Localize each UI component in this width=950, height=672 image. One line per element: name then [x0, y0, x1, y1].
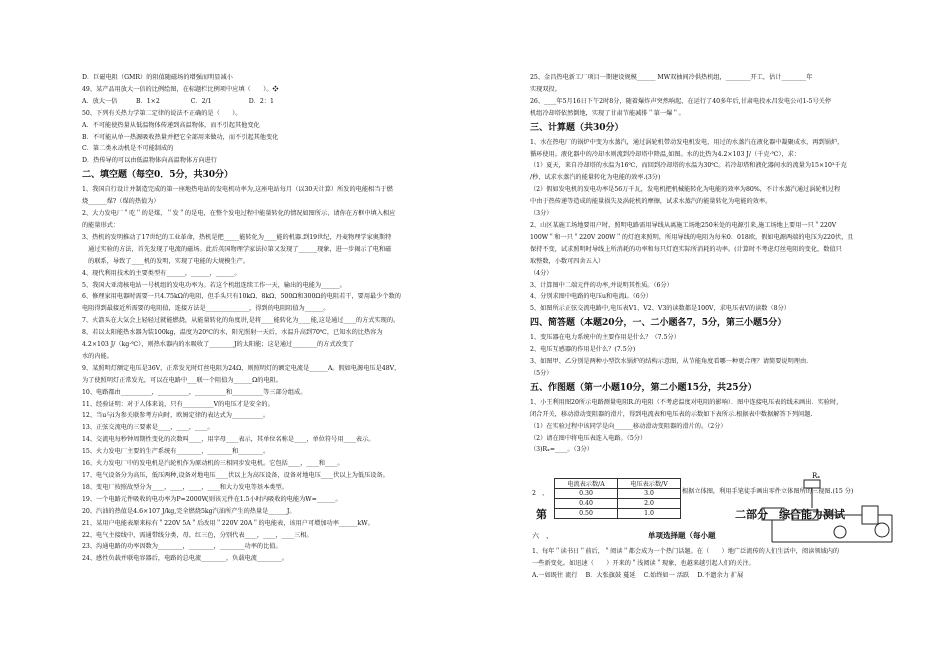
text-line: 11、经验证明：对于人体来说，只有__________V的电压才是安全的。 — [82, 400, 274, 408]
section-short-answer-title: 四、简答题（本题20分，一、二小题各7，5分，第三小题5分） — [530, 318, 787, 329]
text-line: B．不可能从单一热源吸收热量并把它全部用来做功，而不引起其他变化 — [82, 133, 279, 141]
text-line: 26、____年5月16日下午2时8分，随着爆炸声突然响起，在运行了40多年后,甘肃电投永昌发电公司1-5号关停 — [530, 97, 832, 105]
table-row — [555, 489, 681, 499]
text-line: 3、如图甲、乙分别是两种小型饮水锅炉的结构示意图，从节能角度看哪一种更合理？请简要说明理由. — [530, 358, 809, 366]
text-line: （5分） — [530, 369, 553, 377]
text-line: 13、正弦交流电的三要素是____，____，____。 — [82, 424, 214, 432]
left-column — [82, 72, 468, 565]
text-line: （3)Rₓ=____。（3分） — [530, 446, 593, 454]
text-line: 10、电路都由__________，__________，__________和__________等三部分组成。 — [82, 388, 307, 396]
resistor-box — [862, 506, 878, 524]
table-header: 电压表示数/V — [618, 479, 681, 489]
choice-questions — [532, 546, 910, 582]
text-line: 24、感性负载并联电容器后，电路的总电流________，负载电流________。 — [82, 555, 288, 563]
text-line: 25、金昌热电新工厂项目一期建设规模______ MW双抽间冷供热机组，________开工，估计________年 — [530, 74, 813, 81]
text-line: 的能量形式： — [82, 221, 120, 229]
text-line: 机组冷却塔依然倒地，实现了甘肃节能减排＂第一爆＂。 — [530, 109, 685, 117]
multiple-choice-tail — [82, 72, 468, 167]
text-line: 22、电气主接线中，需通带线分类，母，红三色，分别代表____，____，____三相。 — [82, 531, 313, 539]
text-line: 16、火力发电厂中的发电机是汽轮机作为原动机的三相同步发电机。它包括____，____和____。 — [82, 460, 344, 468]
text-line: 为了使照明灯正常发光，可以在电路中___联一个阻值为______Ω的电阻。 — [82, 376, 283, 384]
text-line: 1、我国自行设计并制造完成的第一座地热电站的发电机功率为,这座电站每月（以30天计算）所发的电能相当于燃 — [82, 186, 393, 194]
text-line: 19、一个电路元件吸收的电功率为P=2000W,则该元件在1.5小时内吸收的电能为W=______。 — [82, 495, 342, 503]
table-row — [555, 499, 681, 509]
text-line: 中由于热传递等造成的能量损失及涡轮机的摩擦，试求水蒸汽的能量转化为电能的效率。 — [530, 198, 772, 206]
text-line: （2）请在图中将电压表连入电路。（5分） — [530, 434, 647, 442]
text-line: 18、变电厂按照故型分为____，____，____，____和大力发电等基本类型。 — [82, 483, 288, 491]
text-line: 1、小王利用图20所示电路测量电阻R.的电阻（不考虑温度对电阻的影响）．图中连接电压表的线未画出．实验时， — [530, 398, 843, 406]
table-cell: 3.0 — [618, 489, 681, 499]
text-line: /秒，试求水蒸汽的能量转化为电能的效率.(3分) — [530, 174, 661, 182]
text-line: D．热传导的可以由低温物体向高温物体方向进行 — [82, 157, 217, 165]
text-line: 1、每年＂读书日＂前后，＂阅读＂都会成为一个热门话题。在（ ）地广泛流传的人们生活中，阅读领域内的 — [532, 548, 840, 555]
table-cell: 2.0 — [618, 499, 681, 509]
overlay-heading-left: 第 — [536, 508, 547, 521]
right-column — [530, 72, 908, 456]
drawing-questions — [530, 397, 908, 457]
text-line: 8、若以太阳能热水器为装100kg，温度为20℃的水，阳光照射一天后，水温升高到70℃，已知水的比热容为 — [82, 329, 383, 337]
text-line: A．不可能使热量从低温物体传递到高温物体，而不引起其他变化 — [82, 121, 260, 129]
text-line: 取整数，小数可四舍五入） — [530, 257, 605, 265]
fill-in-questions — [82, 184, 468, 565]
text-line: 4、现代利用技术的主要类型有______，______，______。 — [82, 269, 241, 277]
text-line: 3、热机的发明推动了17世纪的工业革命，热机是把_____能转化为____能的机器.到19世纪，丹麦物理学家奥斯特 — [82, 233, 392, 241]
text-line: 7、火箭头在大気会上轻轻过就能燃烧，从能量转化的角度讲,是将____能转化为____能,这是通过____的方式实现的。 — [82, 317, 400, 325]
text-line: 4、分别求图中电路的电压u和电流i。（6分） — [530, 293, 653, 301]
section-6-title: 单项选择题（每小题 — [648, 531, 716, 540]
text-line: 9、某照明灯额定电压是36V，正常发光时灯丝电阻为24Ω，则照明灯的额定电流是______A。假如电源电压是48V， — [82, 364, 401, 372]
text-line: 3、计算图中二端元件的功率,并说明其性质。（6分） — [530, 281, 673, 289]
text-line: 1、水在热电厂的锅炉中变为水蒸汽，通过涡轮机带动发电机发电，用过的水蒸汽在液化器中凝聚成水，再到锅炉， — [530, 138, 844, 146]
text-line: 电阻得到最接近所需要的电阻值，连接方法是______________，得到的电阻阻值为______。 — [82, 305, 330, 313]
text-line: 20、汽油的热值是4.6×107 J/kg,完全燃烧5kg汽油所产生的热量是______J。 — [82, 507, 296, 515]
rheostat — [792, 510, 818, 520]
battery-symbol — [834, 526, 846, 538]
text-line: 100W＂和一只＂220V 200W＂的灯泡来照明，所用导线的电阻为每米0．018欧，假如电源两端的电压为220伏，且 — [530, 233, 854, 241]
text-line: 6、修理家用电器时需要一只4.75kΩ的电阻，但手头只有10kΩ、8kΩ、500Ω和300Ω的电阻若干，要用最少个数的 — [82, 293, 401, 301]
text-line: 21、某用户电能表原来标有＂220V 5A＂后改用＂220V 20A＂的电能表，该用户可增加功率______kW。 — [82, 519, 374, 527]
text-line: （1）在实验过程中该同学是向______移动滑动变阻器的滑片的。（2分） — [530, 422, 727, 430]
text-line: 12、当u与i为参关联参考方向时，欧姆定律的表达式为__________。 — [82, 412, 270, 420]
text-line: 2、电压互感器的作用是什么？(7.5分) — [530, 346, 636, 354]
text-line: C．第二类永动机是不可能制成的 — [82, 145, 174, 153]
table-cell: 0.30 — [555, 489, 618, 499]
text-line: 49、某产品用放大一倍的比例绘图，在标题栏比例项中应填（ ）。❖ — [82, 85, 279, 93]
table-cell: 1.0 — [618, 509, 681, 519]
text-line: 保持不变，试求照明时导线上所消耗的功率和每只灯泡实际所消耗的功率。(计算时不考虑灯丝电阻的变化，数值只 — [530, 245, 842, 253]
section-calculation-title: 三、计算题（共30分） — [530, 122, 624, 133]
calculation-questions — [530, 137, 908, 316]
section-fill-in-title: 二、填空题（每空0．5分，共30分） — [82, 170, 234, 181]
text-line: （2）假如发电机的发电功率是56万千瓦，发电机把机械能转化为电能的效率为80%，不计水蒸汽通过涡轮机过程 — [530, 186, 841, 194]
text-line: 50、下列有关热力学第二定律的说法不正确的是（ ）。 — [82, 109, 242, 117]
text-line: （1）夏天，来自冷却塔的水温为16℃，而回到冷却塔的水温为30℃。若冷却塔和液化器间水的流量为15×10³千克 — [530, 162, 847, 170]
text-line: 4.2×103 J/（kg·℃），则热水器内的水吸收了________J的太阳能；这是通过________的方式改变了 — [82, 341, 355, 349]
text-line: 23、沟通电路的功率因数为________，________，________功率的比值。 — [82, 543, 282, 551]
text-line: 水的内能。 — [82, 352, 113, 360]
question-2-text: 根据立体图，利用手笔徒手画出零件立体图所的三视图.(15 分) — [682, 488, 854, 495]
text-line: 1、变压器在电力系统中的主要作用是什么？（7.5分） — [530, 334, 680, 342]
fill-in-continued — [530, 72, 908, 120]
text-line: A．放大一倍 B．1×2 C．2/1 D．2：1 — [82, 97, 274, 105]
text-line: 2、山区某施工场地要用户时，照明电路需用导线从离施工场地250米处的电源引来,施工场地上要用一只＂220V — [530, 221, 837, 229]
text-line: 通过实验的方法，首先发现了电流的磁场。此后英国物理学家法拉第又发现了______现象，进一步揭示了电和磁 — [82, 245, 392, 253]
ammeter — [875, 523, 889, 537]
text-line: A.一如既往 流行 B．大张旗鼓 蔓延 C.始终如一 活跃 D.不遗余力 扩展 — [532, 571, 744, 579]
text-line: 一些新变化。如迅速（ ）开来的＂浅阅读＂现象，也越来越引起人们的关注。 — [532, 559, 755, 567]
question-2-number: 2 、 — [532, 490, 549, 497]
text-line: 烧______煤?（煤的热值为） — [82, 198, 160, 206]
overlay-heading-right: 二部分 综合能力测试 — [735, 508, 845, 521]
text-line: 5、我国大亚湾核电站一号机组的发电功率为。若这个机组连续工作一天，输出的电能为______。 — [82, 281, 346, 289]
table-cell: 0.50 — [555, 509, 618, 519]
section-drawing-title: 五、作图题（第一小题10分，第二小题15分，共25分） — [530, 382, 757, 393]
circuit-figure — [752, 470, 902, 550]
text-line: 5、如图所示正弦交流电路中,电压表V1、V2、V3的读数都是100V，求电压表V的读数（8分） — [530, 305, 790, 313]
resistor-label: Rₓ — [812, 472, 821, 480]
section-6-prefix: 六 、 — [532, 532, 553, 540]
table-cell: 0.40 — [555, 499, 618, 509]
text-line: 14、交流电每秒钟周期性变化的次数叫____，用字母____表示，其单位名称是____，单位符号用____表示。 — [82, 436, 375, 444]
text-line: 闭合开关，移动滑动变阻器的滑片，得到电流表和电压表的示数如下表所示.根据表中数据解答下列问题. — [530, 410, 813, 418]
text-line: 2、大力发电厂＂吃＂的是煤，＂发＂的是电，在整个发电过程中能量转化的情况如图所示，请你在方框中填入相应 — [82, 210, 396, 218]
table-row — [555, 509, 681, 519]
short-answer-questions — [530, 332, 908, 380]
text-line: 15、火力发电厂主要的生产系统有________，________和________。 — [82, 448, 270, 456]
text-line: 循环使用。液化器中的冷却水则流到冷却塔中降温,如图。水的比热为4.2×103 J/（千克·℃），求： — [530, 150, 801, 158]
text-line: 17、电气设备分为高压，低压两种,设备对地电压____伏以上为高压设备，设备对地电压____伏以上为低压设备。 — [82, 472, 389, 479]
text-line: 的联系，导致了____机的发明，实现了电能的大规模生产。 — [82, 257, 250, 265]
table-header: 电流表示数/A — [555, 479, 618, 489]
meter-box — [762, 508, 784, 520]
text-line: 实现双投。 — [530, 85, 561, 93]
text-line: D．巨磁电阻（GMR）的阻值随磁场的增强而明显减小 — [82, 74, 233, 81]
text-line: （3分） — [530, 210, 553, 218]
measurement-table — [554, 478, 681, 519]
text-line: （4分） — [530, 269, 553, 277]
